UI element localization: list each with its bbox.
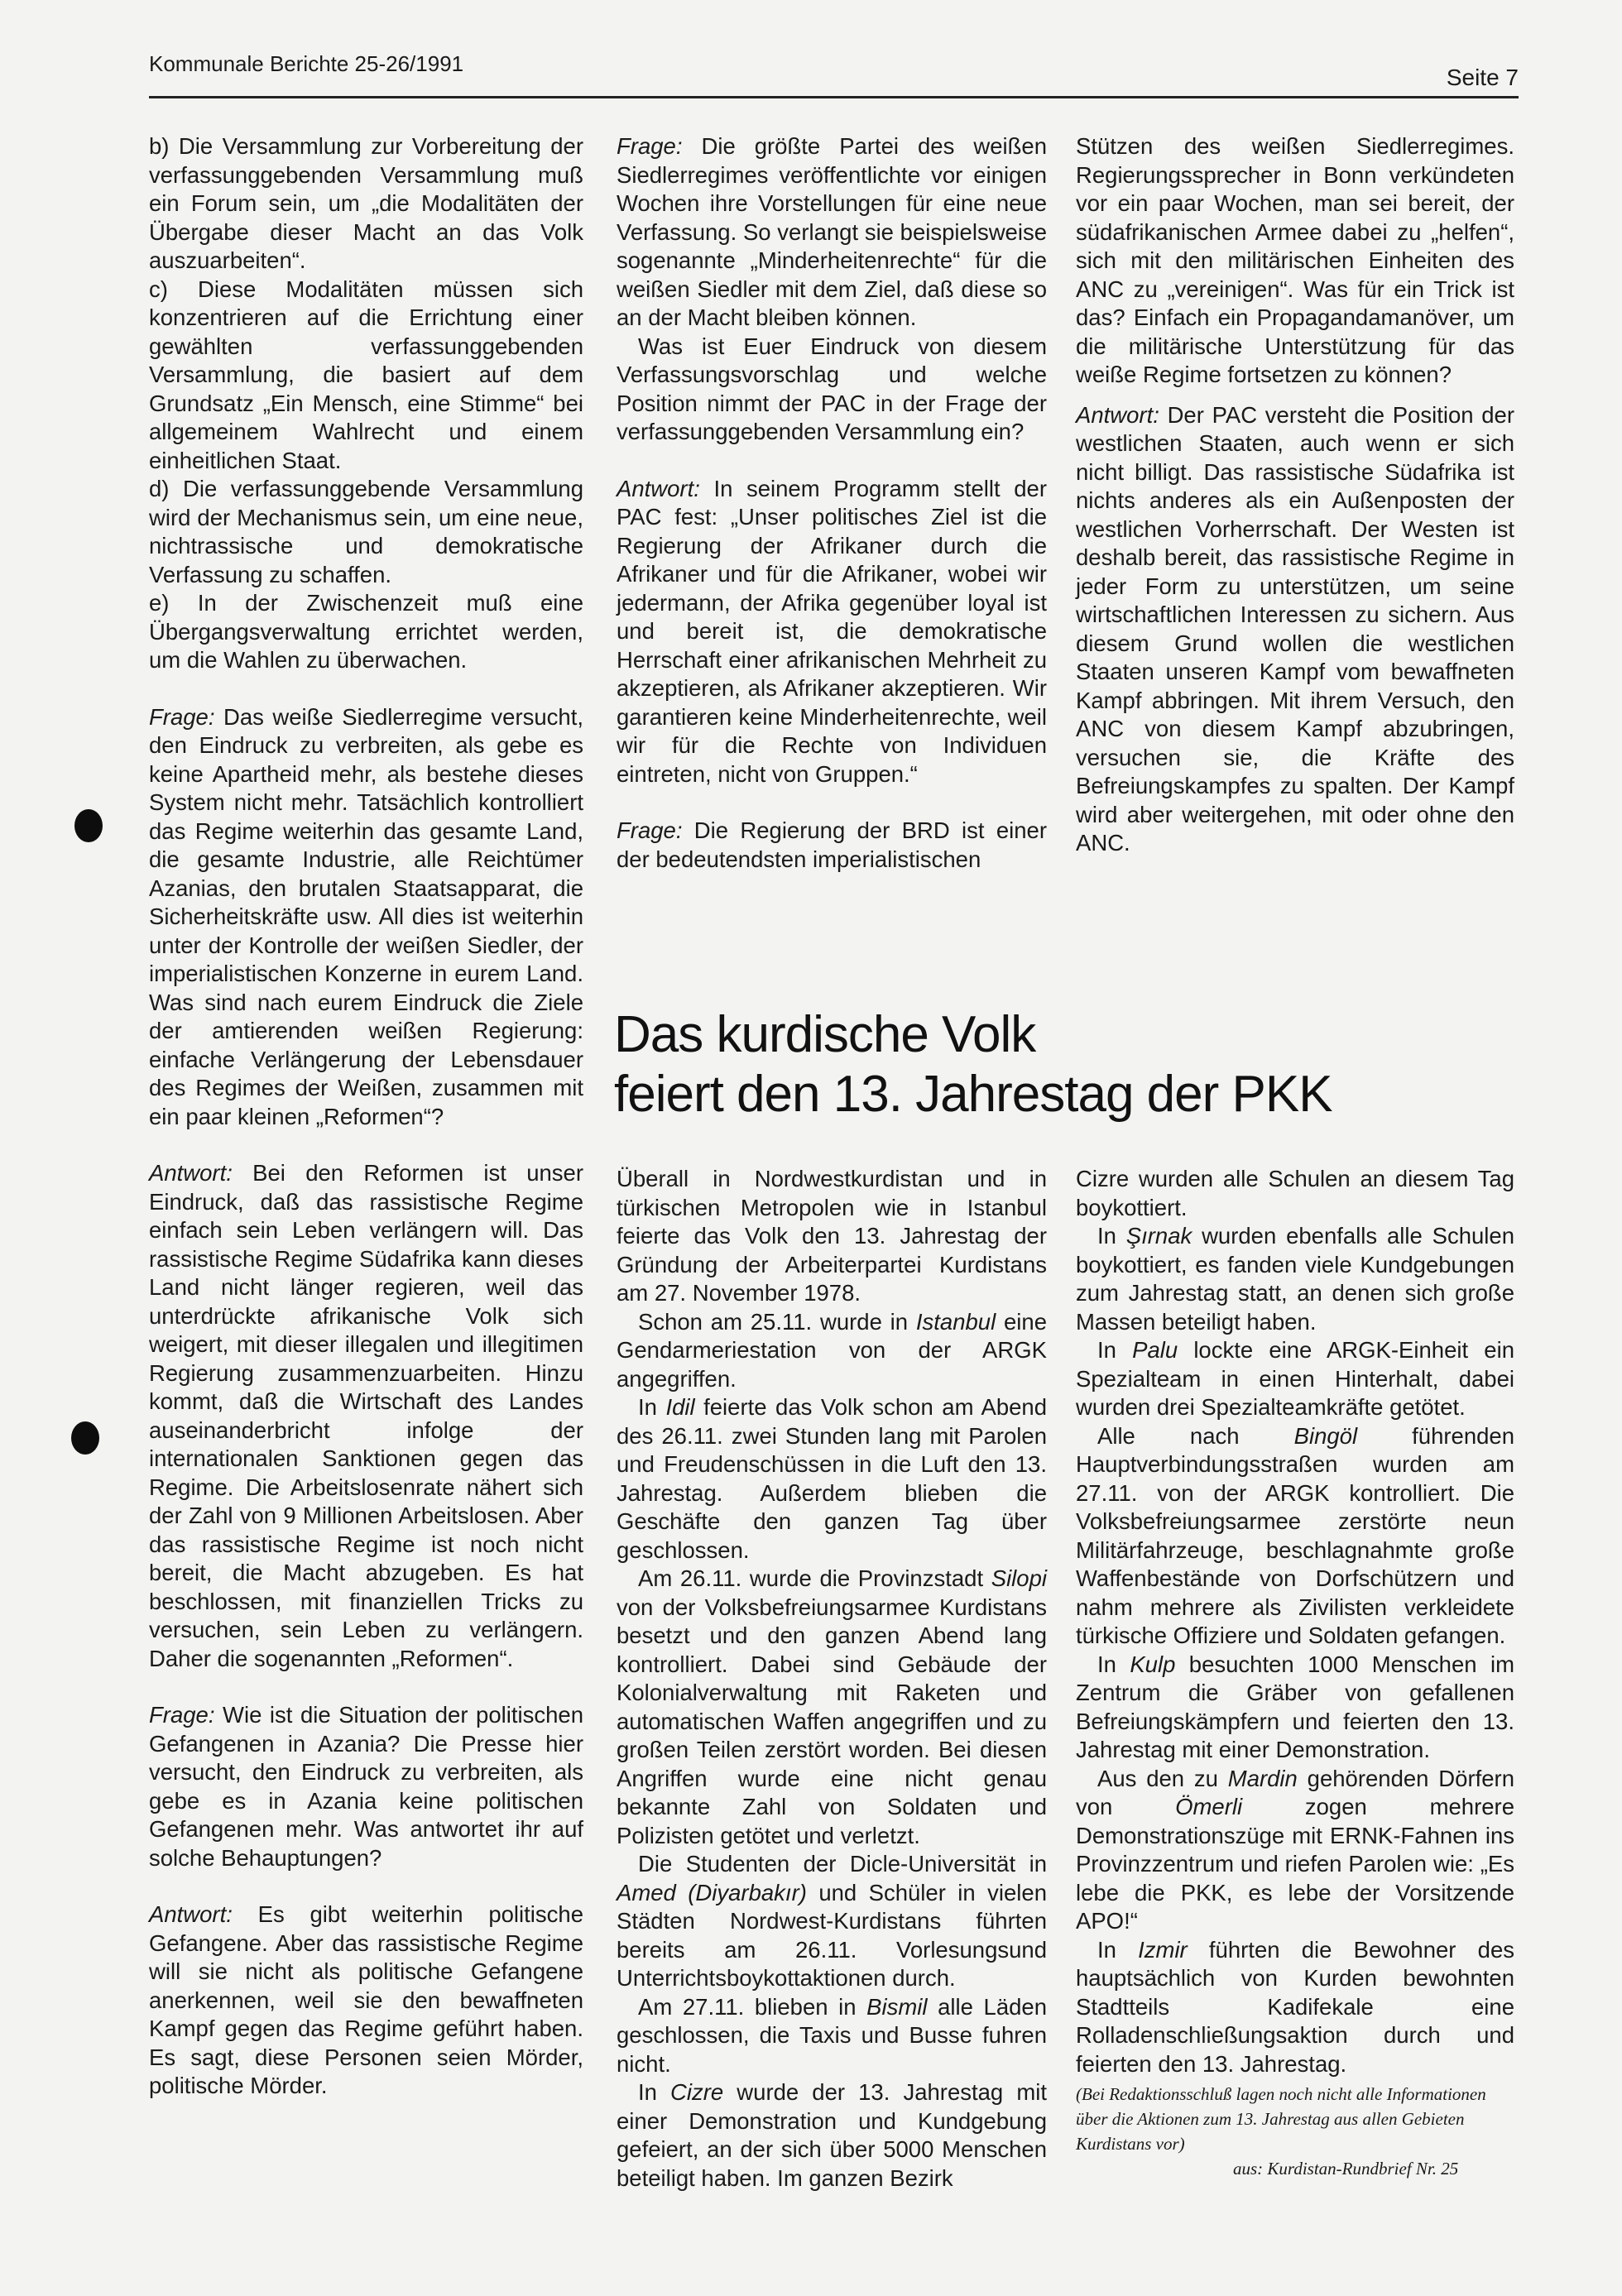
- answer-label: Antwort:: [617, 475, 700, 501]
- answer-text: Bei den Reformen ist unser Eindruck, daß das rassistische Regime einfach sein Leben verlängern will. Das rassistische Regime Südafrika kann dieses Land nicht länger regieren, weil das unterdrückte afrikanische Volk sich weigert, mit dieser illegalen und illegitimen Regierung zusammenzuarbeiten. Hinzu kommt, daß die Wirtschaft des Landes auseinanderbricht infolge der internationalen Sanktionen gegen das Regime. Die Arbeitslosenrate nähert sich der Zahl von 9 Millionen Arbeitslosen. Aber das rassistische Regime ist noch nicht bereit, die Macht abzugeben. Es hat beschlossen, mit finanziellen Tricks zu versuchen, sein Leben zu verlängern. Daher die sogenannten „Reformen“.: [149, 1160, 583, 1671]
- article-column-left: [617, 1165, 1047, 2193]
- place-name: Bismil: [866, 1993, 928, 2020]
- answer-paragraph: [149, 1159, 583, 1673]
- paragraph: In Şırnak wurden ebenfalls alle Schulen boykottiert, es fanden viele Kundgebungen zum Jahrestag statt, an denen sich große Massen beteiligt haben.: [1076, 1223, 1514, 1335]
- paragraph: In Idil feierte das Volk schon am Abend des 26.11. zwei Stunden lang mit Parolen und Freudenschüssen in die Luft den 13. Jahrestag. Außerdem blieben die Geschäfte den ganzen Tag über geschlossen.: [617, 1394, 1047, 1563]
- question-paragraph: [617, 817, 1047, 874]
- place-name: Silopi: [991, 1565, 1047, 1591]
- paragraph: d) Die verfassunggebende Versammlung wird der Mechanismus sein, um eine neue, nichtrassische und demokratische Verfassung zu schaffen.: [149, 476, 583, 587]
- answer-paragraph: [1076, 401, 1514, 858]
- question-text: Die Regierung der BRD ist einer der bedeutendsten imperialistischen: [617, 817, 1047, 872]
- question-paragraph: [149, 1701, 583, 1872]
- headline-line-2: feiert den 13. Jahrestag der PKK: [614, 1066, 1332, 1123]
- place-name: Amed (Diyarbakır): [617, 1879, 807, 1905]
- question-text: Das weiße Siedlerregime versucht, den Eindruck zu verbreiten, als gebe es keine Apartheid mehr, als bestehe dieses System nicht mehr. Tatsächlich kontrolliert das Regime weiterhin das gesamte Land, die gesamte Industrie, alle Reichtümer Azanias, den brutalen Staatsapparat, die Sicherheitskräfte usw. All dies ist weiterhin unter der Kontrolle der weißen Siedler, der imperialistischen Konzerne in eurem Land. Was sind nach eurem Eindruck die Ziele der amtierenden weißen Regierung: einfache Verlängerung der Lebensdauer des Regimes der Weißen, zusammen mit ein paar kleinen „Reformen“?: [149, 703, 583, 1129]
- paragraph: Stützen des weißen Siedlerregimes. Regierungssprecher in Bonn verkündeten vor ein paar Wochen, man sei bereit, der südafrikanischen Armee dabei zu „helfen“, sich mit den militärischen Einheiten des ANC zu „vereinigen“. Was für ein Trick ist das? Einfach ein Propagandamanöver, um die militärische Unterstützung für das weiße Regime fortsetzen zu können?: [1076, 133, 1514, 387]
- place-name: Kulp: [1130, 1651, 1176, 1677]
- page-number: Seite 7: [1446, 65, 1519, 90]
- paragraph: e) In der Zwischenzeit muß eine Übergangsverwaltung errichtet werden, um die Wahlen zu überwachen.: [149, 590, 583, 673]
- interview-column-3: [1076, 132, 1514, 858]
- place-name: Cizre: [670, 2079, 724, 2105]
- place-name: Mardin: [1227, 1765, 1298, 1791]
- paragraph: Cizre wurden alle Schulen an diesem Tag boykottiert.: [1076, 1166, 1514, 1220]
- place-name: Ömerli: [1175, 1794, 1243, 1819]
- paragraph: Die Studenten der Dicle-Universität in Amed (Diyarbakır) und Schüler in vielen Städten Nordwest-Kurdistans führten bereits am 26.11. Vorlesungsund Unterrichtsboykottaktionen durch.: [617, 1851, 1047, 1991]
- answer-text: In seinem Programm stellt der PAC fest: „Unser politisches Ziel ist die Regierung der Afrikaner durch die Afrikaner und für die Afrikaner, wobei wir jedermann, der Afrika gegenüber loyal ist und bereit ist, die demokratische Herrschaft einer afrikanischen Mehrheit zu akzeptieren, als Afrikaner akzeptieren. Wir garantieren keine Minderheitenrechte, weil wir für die Rechte von Individuen eintreten, nicht von Gruppen.“: [617, 475, 1047, 787]
- paragraph: Aus den zu Mardin gehörenden Dörfern von Ömerli zogen mehrere Demonstrationszüge mit ERNK-Fahnen ins Provinzzentrum und riefen Parolen wie: „Es lebe die PKK, es lebe der Vorsitzende APO!“: [1076, 1765, 1514, 1934]
- question-text: Die größte Partei des weißen Siedlerregimes veröffentlichte vor einigen Wochen ihre Vorstellungen für eine neue Verfassung. So verlangt sie beispielsweise sogenannte „Minderheitenrechte“ für die weißen Siedler mit dem Ziel, daß diese so an der Macht bleiben können.: [617, 133, 1047, 330]
- interview-column-2: [617, 132, 1047, 874]
- answer-paragraph: [149, 1901, 583, 2101]
- answer-label: Antwort:: [149, 1901, 233, 1927]
- place-name: Bingöl: [1293, 1422, 1358, 1449]
- place-name: Izmir: [1138, 1936, 1188, 1963]
- header-rule: [149, 96, 1519, 98]
- interview-column-1: [149, 132, 583, 2101]
- question-label: Frage:: [149, 703, 215, 730]
- answer-text: Es gibt weiterhin politische Gefangene. Aber das rassistische Regime will sie nicht als politische Gefangene anerkennen, weil sie den bewaffneten Kampf gegen das Regime geführt haben. Es sagt, diese Personen seien Mörder, politische Mörder.: [149, 1901, 583, 2098]
- paragraph: In Izmir führten die Bewohner des hauptsächlich von Kurden bewohnten Stadtteils Kadifekale eine Rolladenschließungsaktion durch und feierten den 13. Jahrestag.: [1076, 1936, 1514, 2077]
- editorial-note: (Bei Redaktionsschluß lagen noch nicht alle Informationen über die Aktionen zum 13. Jahrestag aus allen Gebieten Kurdistans vor): [1076, 2084, 1486, 2154]
- question-paragraph: Was ist Euer Eindruck von diesem Verfassungsvorschlag und welche Position nimmt der PAC in der Frage der verfassunggebenden Versammlung ein?: [617, 333, 1047, 444]
- punch-hole: [74, 809, 103, 842]
- question-label: Frage:: [149, 1702, 215, 1728]
- punch-hole: [71, 1421, 99, 1455]
- paragraph: In Palu lockte eine ARGK-Einheit ein Spezialteam in einen Hinterhalt, dabei wurden drei Spezialteamkräfte getötet.: [1076, 1337, 1515, 1420]
- article-headline: [614, 1005, 1524, 1124]
- paragraph: c) Diese Modalitäten müssen sich konzentrieren auf die Errichtung einer gewählten verfassunggebenden Versammlung, die basiert auf dem Grundsatz „Ein Mensch, eine Stimme“ bei allgemeinem Wahlrecht und einem einheitlichen Staat.: [149, 276, 583, 473]
- answer-text: Der PAC versteht die Position der westlichen Staaten, auch wenn er sich nicht billigt. Das rassistische Südafrika ist nichts anderes als ein Außenposten der westlichen Vorherrschaft. Der Westen ist deshalb bereit, das rassistische Regime in jeder Form zu unterstützen, um seine wirtschaftlichen Interessen zu sichern. Aus diesem Grund wollen die westlichen Staaten unseren Kampf vom bewaffneten Kampf abbringen. Mit ihrem Versuch, den ANC von diesem Kampf abzubringen, versuchen sie, die Kräfte des Befreiungskampfes zu spalten. Der Kampf wird aber weitergehen, mit oder ohne den ANC.: [1076, 401, 1514, 856]
- paragraph: In Kulp besuchten 1000 Menschen im Zentrum die Gräber von gefallenen Befreiungskämpfern und feierten den 13. Jahrestag mit einer Demonstration.: [1076, 1651, 1514, 1762]
- paragraph: Überall in Nordwestkurdistan und in türkischen Metropolen wie in Istanbul feierte das Volk den 13. Jahrestag der Gründung der Arbeiterpartei Kurdistans am 27. November 1978.: [617, 1166, 1047, 1306]
- question-paragraph: [149, 703, 583, 1132]
- place-name: Şırnak: [1125, 1223, 1193, 1249]
- paragraph: b) Die Versammlung zur Vorbereitung der verfassunggebenden Versammlung muß ein Forum sein, um „die Modalitäten der Übergabe dieser Macht an das Volk auszuarbeiten“.: [149, 133, 583, 273]
- question-paragraph: [617, 132, 1047, 333]
- place-name: Palu: [1132, 1337, 1178, 1363]
- question-text: Wie ist die Situation der politischen Gefangenen in Azania? Die Presse hier versucht, den Eindruck zu verbreiten, als gebe es in Azania keine politischen Gefangenen mehr. Was antwortet ihr auf solche Behauptungen?: [149, 1702, 583, 1871]
- paragraph: Am 26.11. wurde die Provinzstadt Silopi von der Volksbefreiungsarmee Kurdistans besetzt und den ganzen Abend lang kontrolliert. Dabei sind Gebäude der Kolonialverwaltung mit Raketen und automatischen Waffen angegriffen und zu großen Teilen zerstört worden. Bei diesen Angriffen wurde eine nicht genau bekannte Zahl von Soldaten und Polizisten getötet und verletzt.: [617, 1565, 1047, 1848]
- paragraph: Am 27.11. blieben in Bismil alle Läden geschlossen, die Taxis und Busse fuhren nicht.: [617, 1993, 1047, 2077]
- place-name: Idil: [665, 1394, 695, 1420]
- question-label: Frage:: [617, 133, 683, 159]
- paragraph: Alle nach Bingöl führenden Hauptverbindungsstraßen wurden am 27.11. von der ARGK kontrolliert. Die Volksbefreiungsarmee zerstörte neun Militärfahrzeuge, beschlagnahmte große Waffenbestände von Dorfschützern und nahm mehrere als Zivilisten verkleidete türkische Offiziere und Soldaten gefangen.: [1076, 1422, 1514, 1648]
- source-credit: aus: Kurdistan-Rundbrief Nr. 25: [1233, 2159, 1459, 2179]
- answer-label: Antwort:: [1076, 401, 1159, 428]
- question-label: Frage:: [617, 817, 683, 843]
- paragraph: In Cizre wurde der 13. Jahrestag mit einer Demonstration und Kundgebung gefeiert, an der sich über 5000 Menschen beteiligt haben. Im ganzen Bezirk: [617, 2079, 1047, 2191]
- answer-label: Antwort:: [149, 1160, 233, 1186]
- article-column-right: [1076, 1165, 1514, 2181]
- publication-title: Kommunale Berichte 25-26/1991: [149, 51, 464, 76]
- place-name: Istanbul: [915, 1308, 996, 1335]
- paragraph: Schon am 25.11. wurde in Istanbul eine Gendarmeriestation von der ARGK angegriffen.: [617, 1308, 1047, 1392]
- answer-paragraph: [617, 475, 1047, 789]
- headline-line-1: Das kurdische Volk: [614, 1006, 1036, 1063]
